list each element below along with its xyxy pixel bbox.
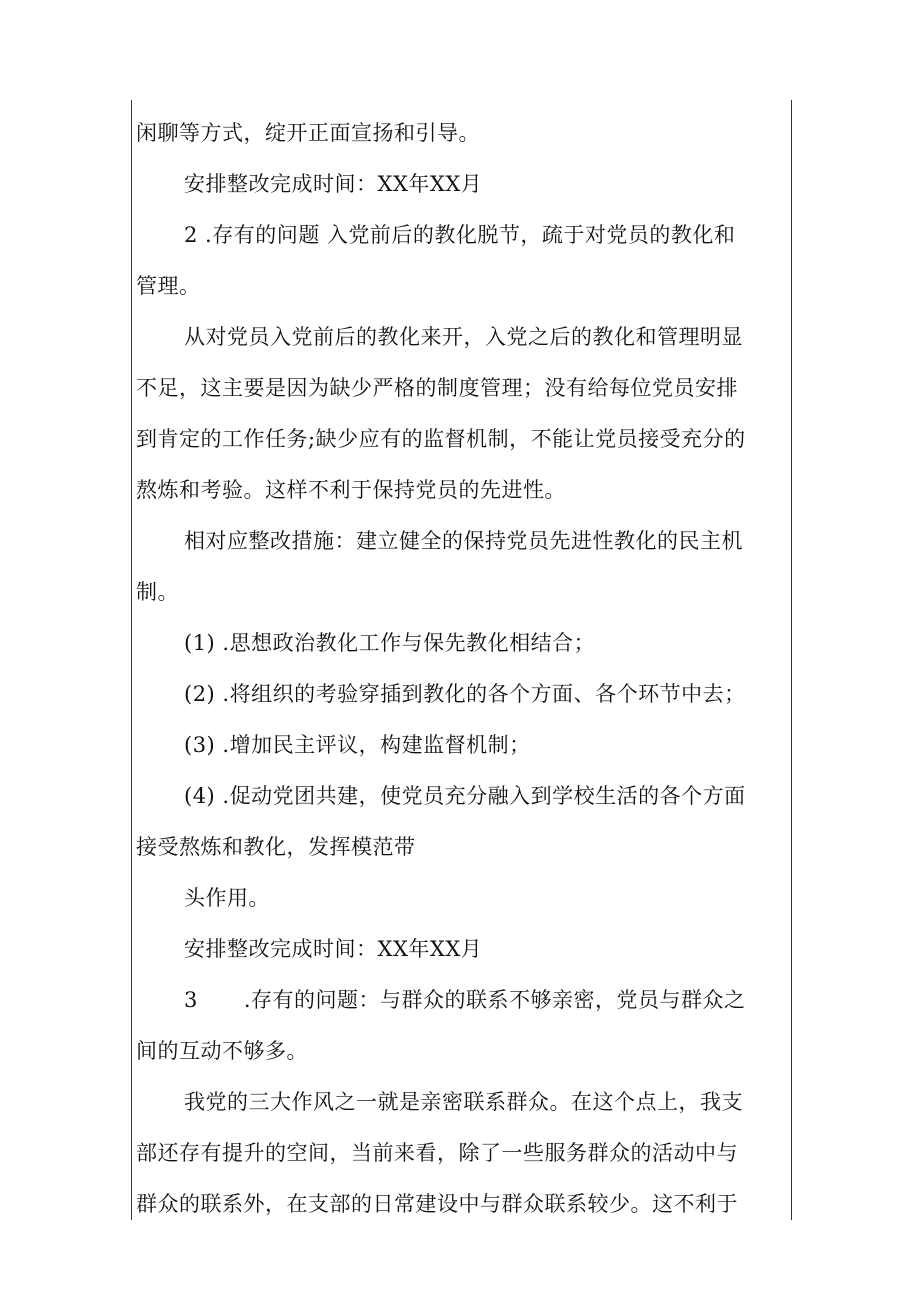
- measure-item-2: (2) .将组织的考验穿插到教化的各个方面、各个环节中去；: [184, 682, 746, 706]
- measure-item-1: (1) .思想政治教化工作与保先教化相结合；: [184, 631, 596, 655]
- measure-item-4: (4) .促动党团共建，使党员充分融入到学校生活的各个方面: [184, 784, 746, 808]
- deadline-line: 安排整改完成时间：XX年XX月: [184, 937, 483, 961]
- paragraph-line: 熬炼和考验。这样不利于保持党员的先进性。: [136, 478, 566, 502]
- document-body: [136, 108, 788, 1230]
- paragraph-line: 不足，这主要是因为缺少严格的制度管理；没有给每位党员安排: [136, 376, 738, 400]
- paragraph-line: 管理。: [136, 274, 201, 298]
- table-left-border: [131, 100, 132, 1220]
- paragraph-line: 头作用。: [184, 886, 270, 910]
- deadline-line: 安排整改完成时间：XX年XX月: [184, 172, 483, 196]
- paragraph-line: 我党的三大作风之一就是亲密联系群众。在这个点上，我支: [184, 1090, 743, 1114]
- table-right-border: [791, 100, 792, 1220]
- measure-item-3: (3) .增加民主评议，构建监督机制；: [184, 733, 531, 757]
- problem-3-text: .存有的问题：与群众的联系不够亲密，党员与群众之: [243, 988, 746, 1012]
- paragraph-line: 群众的联系外，在支部的日常建设中与群众联系较少。这不利于: [136, 1192, 738, 1216]
- measures-heading: 相对应整改措施：建立健全的保持党员先进性教化的民主机: [184, 529, 743, 553]
- paragraph-line: 从对党员入党前后的教化来开，入党之后的教化和管理明显: [184, 325, 743, 349]
- paragraph-line: 接受熬炼和教化，发挥模范带: [136, 835, 416, 859]
- paragraph-line: 制。: [136, 580, 179, 604]
- paragraph-line: 到肯定的工作任务;缺少应有的监督机制，不能让党员接受充分的: [136, 427, 746, 451]
- paragraph-line: 部还存有提升的空间，当前来看，除了一些服务群众的活动中与: [136, 1141, 738, 1165]
- paragraph-line: 间的互动不够多。: [136, 1039, 308, 1063]
- problem-3-heading: [136, 975, 788, 1026]
- problem-3-number: 3: [184, 988, 198, 1012]
- paragraph-line: 闲聊等方式，绽开正面宣扬和引导。: [136, 121, 480, 145]
- problem-2-heading: 2 .存有的问题 入党前后的教化脱节，疏于对党员的教化和: [184, 223, 736, 247]
